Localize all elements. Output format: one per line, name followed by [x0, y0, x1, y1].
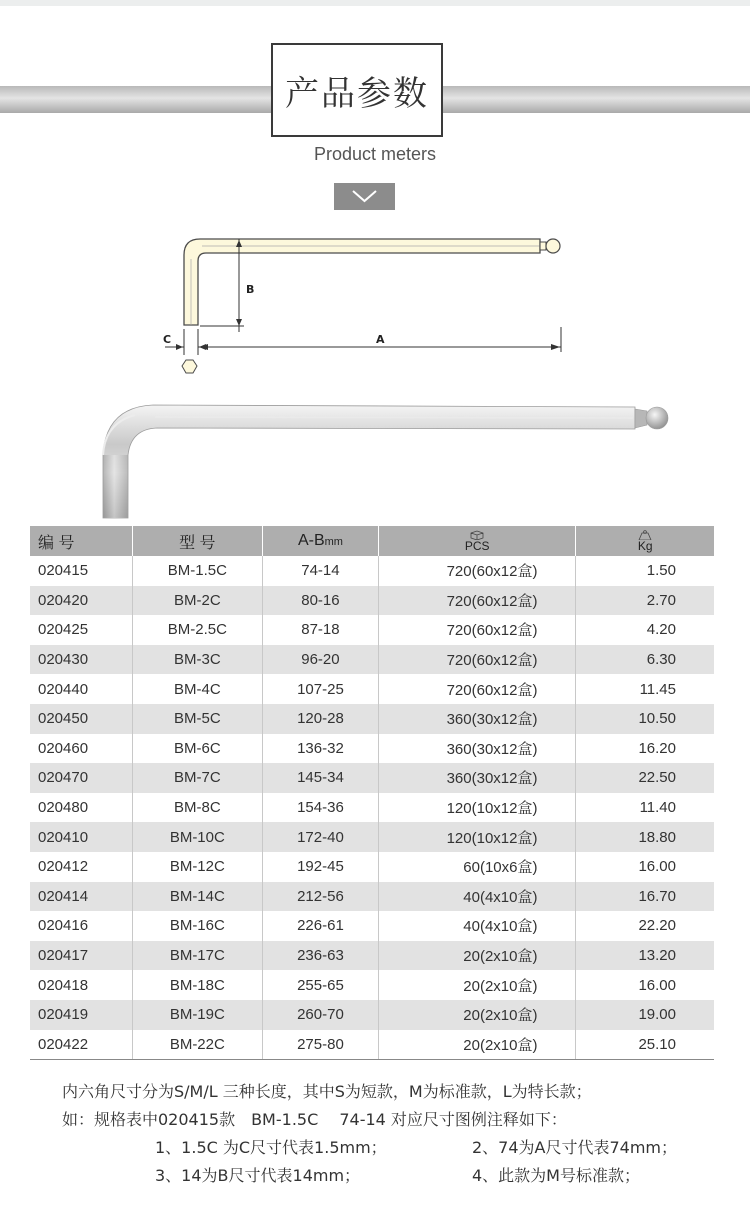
cell-ab: 107-25	[262, 674, 378, 704]
cell-code: 020480	[30, 793, 132, 823]
cell-kg: 16.00	[638, 976, 676, 994]
table-header-row	[30, 526, 714, 556]
cell-model: BM-16C	[132, 911, 262, 941]
cell-code: 020430	[30, 645, 132, 675]
cell-kg: 2.70	[576, 586, 714, 616]
cell-ab: 226-61	[262, 911, 378, 941]
cell-ab: 212-56	[262, 882, 378, 912]
cell-model: BM-14C	[132, 882, 262, 912]
cell-kg: 22.50	[576, 763, 714, 793]
cell-code: 020420	[30, 586, 132, 616]
note-item-4: 4、此款为M号标准款；	[472, 1166, 640, 1185]
table-row	[30, 941, 714, 971]
chevron-down-icon	[334, 183, 395, 210]
cell-code: 020450	[30, 704, 132, 734]
table-row	[30, 674, 714, 704]
cell-code: 020416	[30, 911, 132, 941]
cell-kg: 18.80	[576, 822, 714, 852]
cell-pcs: 40(4x10盒)	[378, 911, 575, 941]
cell-ab: 87-18	[262, 615, 378, 645]
note-item-3: 3、14为B尺寸代表14mm；	[155, 1166, 361, 1185]
cell-model: BM-6C	[132, 734, 262, 764]
cell-ab: 96-20	[262, 645, 378, 675]
cell-pcs: 360(30x12盒)	[378, 704, 575, 734]
cell-pcs: 60(10x6盒)	[378, 852, 575, 882]
cell-pcs: 720(60x12盒)	[378, 674, 575, 704]
note-line-2: 如：规格表中020415款 BM-1.5C 74-14 对应尺寸图例注释如下：	[62, 1110, 567, 1129]
cell-code: 020412	[30, 852, 132, 882]
table-row	[30, 586, 714, 616]
table-row	[30, 793, 714, 823]
hex-profile-icon	[182, 360, 197, 373]
table-row	[30, 704, 714, 734]
table-row	[30, 882, 714, 912]
cell-ab: 120-28	[262, 704, 378, 734]
note-item-1: 1、1.5C 为C尺寸代表1.5mm；	[155, 1138, 387, 1157]
cell-model: BM-8C	[132, 793, 262, 823]
cell-pcs: 20(2x10盒)	[378, 970, 575, 1000]
header-model: 型 号	[132, 526, 262, 556]
cell-code: 020414	[30, 882, 132, 912]
cell-code: 020418	[30, 970, 132, 1000]
cell-model: BM-1.5C	[132, 556, 262, 586]
note-item-2: 2、74为A尺寸代表74mm；	[472, 1138, 678, 1157]
cell-ab: 236-63	[262, 941, 378, 971]
spec-table	[30, 526, 714, 1060]
cell-pcs: 20(2x10盒)	[378, 1030, 575, 1060]
cell-model: BM-19C	[132, 1000, 262, 1030]
cell-pcs: 360(30x12盒)	[378, 763, 575, 793]
cell-pcs: 720(60x12盒)	[378, 586, 575, 616]
ball-end	[546, 239, 560, 253]
label-b: B	[246, 283, 255, 296]
cell-model: BM-7C	[132, 763, 262, 793]
cell-model: BM-2C	[132, 586, 262, 616]
label-a: A	[376, 333, 385, 346]
cell-code: 020419	[30, 1000, 132, 1030]
cell-kg: 11.45	[639, 680, 676, 698]
cell-kg: 13.20	[576, 941, 714, 971]
cell-ab: 80-16	[262, 586, 378, 616]
cell-model: BM-4C	[132, 674, 262, 704]
header-kg: Kg	[576, 526, 714, 556]
cell-ab: 154-36	[262, 793, 378, 823]
table-row	[30, 852, 714, 882]
header-ab: A-Bmm	[262, 526, 378, 556]
cell-model: BM-3C	[132, 645, 262, 675]
table-row	[30, 1030, 714, 1060]
note-line-1: 内六角尺寸分为S/M/L 三种长度，其中S为短款，M为标准款，L为特长款；	[62, 1082, 592, 1101]
header-code: 编 号	[30, 526, 132, 556]
header-pcs: PCS	[378, 526, 575, 556]
cell-code: 020422	[30, 1030, 132, 1060]
cell-code: 020410	[30, 822, 132, 852]
cell-ab: 192-45	[262, 852, 378, 882]
cell-pcs: 20(2x10盒)	[378, 1000, 575, 1030]
cell-kg: 25.10	[576, 1030, 714, 1060]
cell-kg: 10.50	[576, 704, 714, 734]
cell-ab: 260-70	[262, 1000, 378, 1030]
cell-kg: 11.40	[639, 799, 676, 817]
table-row	[30, 645, 714, 675]
cell-code: 020460	[30, 734, 132, 764]
cell-kg: 16.20	[638, 739, 676, 757]
cell-ab: 255-65	[262, 970, 378, 1000]
dimension-diagram	[140, 215, 590, 385]
table-row	[30, 822, 714, 852]
cell-model: BM-12C	[132, 852, 262, 882]
cell-ab: 172-40	[262, 822, 378, 852]
table-row	[30, 556, 714, 586]
label-c: C	[163, 333, 172, 346]
cell-kg: 4.20	[646, 621, 676, 639]
hex-key-photo	[95, 395, 675, 525]
cell-model: BM-17C	[132, 941, 262, 971]
cell-model: BM-2.5C	[132, 615, 262, 645]
cell-kg: 6.30	[576, 645, 714, 675]
cell-kg: 22.20	[638, 917, 676, 935]
cell-kg: 1.50	[646, 562, 676, 580]
cell-pcs: 360(30x12盒)	[378, 734, 575, 764]
cell-pcs: 120(10x12盒)	[378, 822, 575, 852]
cell-ab: 145-34	[262, 763, 378, 793]
cell-pcs: 720(60x12盒)	[378, 556, 575, 586]
cell-pcs: 720(60x12盒)	[378, 615, 575, 645]
cell-kg: 16.00	[638, 858, 676, 876]
cell-model: BM-10C	[132, 822, 262, 852]
table-row	[30, 615, 714, 645]
cell-ab: 275-80	[262, 1030, 378, 1060]
cell-code: 020440	[30, 674, 132, 704]
cell-pcs: 40(4x10盒)	[378, 882, 575, 912]
cell-model: BM-18C	[132, 970, 262, 1000]
cell-kg: 16.70	[576, 882, 714, 912]
hex-key-outline	[184, 239, 540, 325]
cell-pcs: 20(2x10盒)	[378, 941, 575, 971]
cell-model: BM-22C	[132, 1030, 262, 1060]
page-subtitle: Product meters	[313, 144, 437, 164]
cell-ab: 74-14	[262, 556, 378, 586]
cell-code: 020417	[30, 941, 132, 971]
page-title: 产品参数	[271, 43, 443, 137]
table-row	[30, 1000, 714, 1030]
cell-pcs: 720(60x12盒)	[378, 645, 575, 675]
table-row	[30, 763, 714, 793]
cell-code: 020425	[30, 615, 132, 645]
cell-code: 020470	[30, 763, 132, 793]
cell-kg: 19.00	[576, 1000, 714, 1030]
table-row	[30, 734, 714, 764]
table-row	[30, 970, 714, 1000]
table-row	[30, 911, 714, 941]
top-divider	[0, 0, 750, 6]
cell-code: 020415	[30, 556, 132, 586]
cell-pcs: 120(10x12盒)	[378, 793, 575, 823]
cell-model: BM-5C	[132, 704, 262, 734]
cell-ab: 136-32	[262, 734, 378, 764]
